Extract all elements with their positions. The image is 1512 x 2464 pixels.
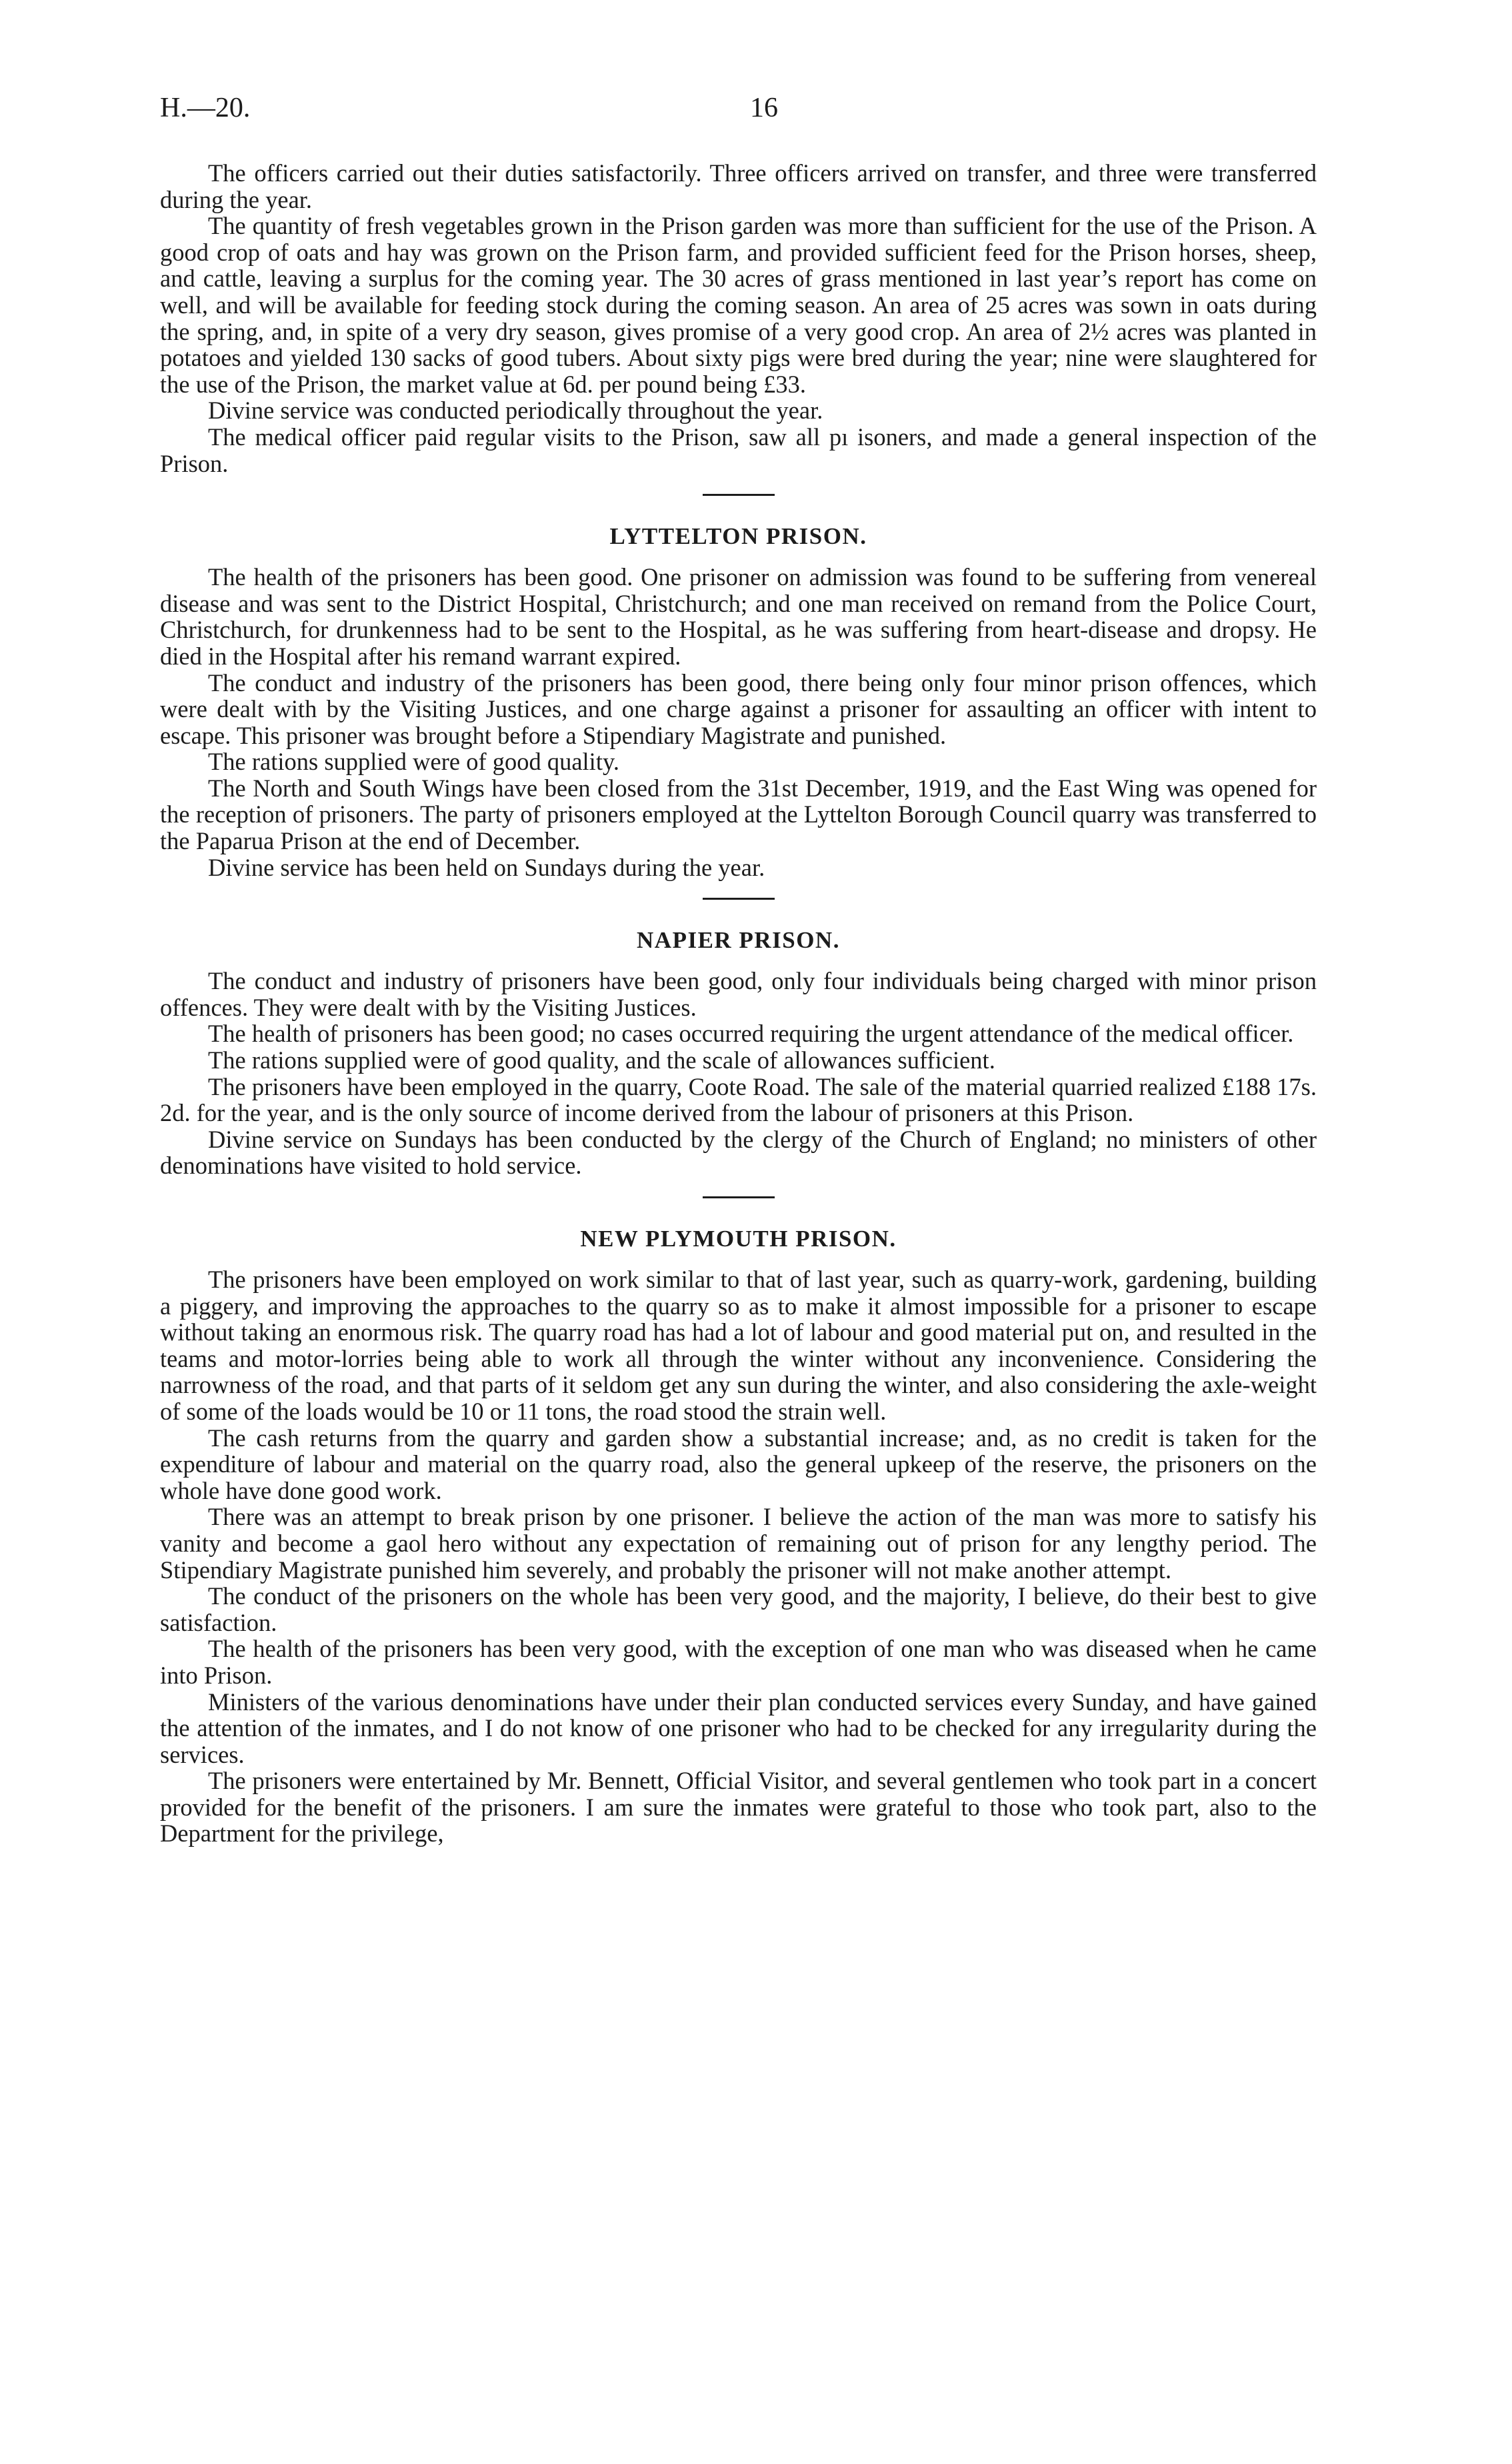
- section-divider: [703, 1196, 775, 1198]
- lyttelton-section: [160, 523, 1317, 880]
- paragraph: The health of the prisoners has been good. One prisoner on admission was found to be suffering from venereal disease and was sent to the District Hospital, Christchurch; and one man received on remand from the Police Court, Christchurch, for drunkenness had to be sent to the Hospital, as he was suffering from heart-disease and dropsy. He died in the Hospital after his remand warrant expired.: [160, 563, 1317, 670]
- paragraph: The North and South Wings have been closed from the 31st December, 1919, and the East Wing was opened for the reception of prisoners. The party of prisoners employed at the Lyttelton Borough Council quarry was transferred to the Paparua Prison at the end of December.: [160, 774, 1317, 855]
- napier-section: [160, 926, 1317, 1179]
- paragraph: The officers carried out their duties satisfactorily. Three officers arrived on transfer, and three were transferred during the year.: [160, 159, 1317, 213]
- paragraph: The prisoners have been employed on work similar to that of last year, such as quarry-work, gardening, building a piggery, and improving the approaches to the quarry so as to make it almost impossible for a prisoner to escape without taking an enormous risk. The quarry road has had a lot of labour and good material put on, and resulted in the teams and motor-lorries being able to work all through the winter without any inconvenience. Considering the narrowness of the road, and that parts of it seldom get any sun during the winter, and also considering the axle-weight of some of the loads would be 10 or 11 tons, the road stood the strain well.: [160, 1266, 1317, 1425]
- paragraph: The health of prisoners has been good; no cases occurred requiring the urgent attendance of the medical officer.: [208, 1020, 1294, 1048]
- paragraph: There was an attempt to break prison by one prisoner. I believe the action of the man was more to satisfy his vanity and become a gaol hero without any expectation of remaining out of prison for any lengthy period. The Stipendiary Magistrate punished him severely, and probably the prisoner will not make another attempt.: [160, 1503, 1317, 1584]
- paragraph: The medical officer paid regular visits to the Prison, saw all pı isoners, and made a general inspection of the Prison.: [160, 423, 1317, 477]
- paragraph: The prisoners have been employed in the quarry, Coote Road. The sale of the material quarried realized £188 17s. 2d. for the year, and is the only source of income derived from the labour of prisoners at this Prison.: [160, 1072, 1317, 1127]
- paragraph: The health of the prisoners has been very good, with the exception of one man who was diseased when he came into Prison.: [160, 1635, 1317, 1689]
- paragraph: The prisoners were entertained by Mr. Bennett, Official Visitor, and several gentlemen who took part in a concert provided for the benefit of the prisoners. I am sure the inmates were grateful to those who took part, also to the Department for the privilege,: [160, 1767, 1317, 1848]
- paragraph: The rations supplied were of good quality.: [208, 748, 619, 776]
- page-number: 16: [750, 93, 778, 123]
- page-header: [160, 92, 1360, 132]
- page-body: [160, 160, 1317, 1847]
- section-divider: [703, 494, 775, 496]
- paragraph: The conduct and industry of prisoners have been good, only four individuals being charged with minor prison offences. They were dealt with by the Visiting Justices.: [160, 967, 1317, 1021]
- paragraph: The cash returns from the quarry and garden show a substantial increase; and, as no credit is taken for the expenditure of labour and material on the quarry road, also the general upkeep of the reserve, the prisoners on the whole have done good work.: [160, 1424, 1317, 1504]
- paragraph: The conduct of the prisoners on the whole has been very good, and the majority, I believe, do their best to give satisfaction.: [160, 1582, 1317, 1636]
- new-plymouth-section: [160, 1225, 1317, 1847]
- paragraph: Divine service was conducted periodically throughout the year.: [208, 397, 823, 425]
- section-heading: NAPIER PRISON.: [637, 927, 840, 954]
- section-divider: [703, 898, 775, 900]
- intro-section: [160, 160, 1317, 477]
- section-heading: LYTTELTON PRISON.: [609, 523, 867, 550]
- paragraph: Ministers of the various denominations have under their plan conducted services every Sunday, and have gained the attention of the inmates, and I do not know of one prisoner who had to be checked for any irregularity during the services.: [160, 1688, 1317, 1768]
- paragraph: The conduct and industry of the prisoners has been good, there being only four minor prison offences, which were dealt with by the Visiting Justices, and one charge against a prisoner for assaulting an officer with intent to escape. This prisoner was brought before a Stipendiary Magistrate and punished.: [160, 668, 1317, 749]
- paragraph: The rations supplied were of good quality, and the scale of allowances sufficient.: [208, 1046, 995, 1074]
- document-reference: H.—20.: [160, 93, 251, 123]
- section-heading: NEW PLYMOUTH PRISON.: [580, 1226, 897, 1252]
- paragraph: Divine service on Sundays has been conducted by the clergy of the Church of England; no ministers of other denominations have visited to hold service.: [160, 1125, 1317, 1180]
- paragraph: The quantity of fresh vegetables grown in the Prison garden was more than sufficient for the use of the Prison. A good crop of oats and hay was grown on the Prison farm, and provided sufficient feed for the Prison horses, sheep, and cattle, leaving a surplus for the coming year. The 30 acres of grass mentioned in last year’s report has come on well, and will be available for feeding stock during the coming season. An area of 25 acres was sown in oats during the spring, and, in spite of a very dry season, gives promise of a very good crop. An area of 2½ acres was planted in potatoes and yielded 130 sacks of good tubers. About sixty pigs were bred during the year; nine were slaughtered for the use of the Prison, the market value at 6d. per pound being £33.: [160, 212, 1317, 398]
- paragraph: Divine service has been held on Sundays during the year.: [208, 853, 765, 881]
